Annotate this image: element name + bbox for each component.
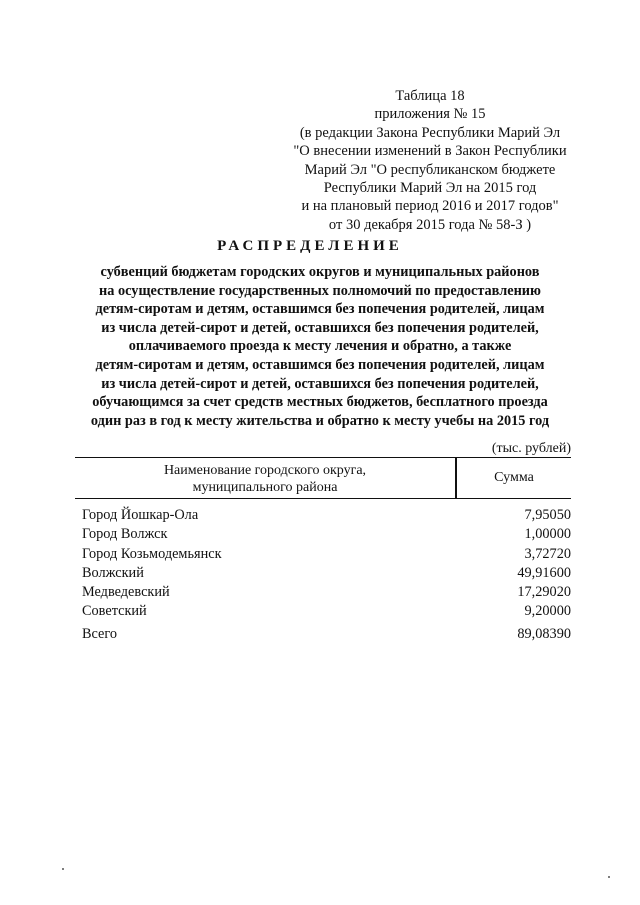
header-line: Республики Марий Эл на 2015 год: [323, 180, 537, 197]
row-name: Город Йошкар-Ола: [82, 507, 199, 523]
subtitle-line: оплачиваемого проезда к месту лечения и обратно, а также: [128, 338, 512, 355]
subtitle-line: один раз в год к месту жительства и обратно к месту учебы на 2015 год: [90, 412, 550, 429]
row-name: Город Козьмодемьянск: [82, 545, 222, 562]
table-header: [75, 457, 571, 499]
subtitle-line: детям-сиротам и детям, оставшимся без попечения родителей, лицам: [95, 356, 545, 373]
total-name: Всего: [82, 625, 118, 642]
row-value: 49,91600: [517, 564, 571, 581]
column-header-name-line: муниципального района: [192, 480, 338, 495]
row-name: Медведевский: [82, 584, 170, 601]
column-header-sum: Сумма: [494, 470, 534, 485]
scan-artifact: [62, 868, 64, 870]
row-name: Город Волжск: [82, 526, 168, 543]
header-line: Таблица 18: [395, 88, 465, 104]
header-line: (в редакции Закона Республики Марий Эл: [299, 124, 561, 141]
table-row: [75, 602, 571, 621]
document-title: РАСПРЕДЕЛЕНИЕ: [217, 238, 403, 254]
units-label: (тыс. рублей): [491, 441, 571, 456]
row-value: 17,29020: [517, 584, 571, 601]
table-row: [75, 545, 571, 564]
subtitle-line: из числа детей-сирот и детей, оставшихся без попечения родителей,: [101, 375, 539, 392]
document-subtitle: [62, 263, 578, 430]
table-row: [75, 583, 571, 602]
row-value: 3,72720: [524, 545, 571, 562]
scan-artifact: [608, 876, 610, 878]
table-row: [75, 506, 571, 525]
row-name: Советский: [82, 603, 147, 620]
header-line: и на плановый период 2016 и 2017 годов": [301, 198, 559, 215]
row-value: 1,00000: [524, 526, 571, 543]
subtitle-line: обучающимся за счет средств местных бюджетов, бесплатного проезда: [92, 394, 548, 411]
distribution-table: [75, 457, 571, 644]
appendix-reference-block: [250, 87, 610, 234]
column-header-name-line: Наименование городского округа,: [163, 463, 367, 478]
row-value: 7,95050: [524, 507, 571, 523]
header-line: от 30 декабря 2015 года № 58-З ): [328, 216, 532, 233]
table-row: [75, 564, 571, 583]
table-body: [75, 499, 571, 644]
header-line: приложения № 15: [374, 106, 486, 123]
total-value: 89,08390: [517, 625, 571, 642]
subtitle-line: на осуществление государственных полномочий по предоставлению: [99, 282, 541, 299]
header-line: Марий Эл "О республиканском бюджете: [304, 161, 556, 178]
column-header-name: [75, 458, 455, 498]
table-total-row: [75, 625, 571, 644]
header-line: "О внесении изменений в Закон Республики: [293, 143, 567, 160]
subtitle-line: из числа детей-сирот и детей, оставшихся без попечения родителей,: [101, 319, 539, 336]
row-name: Волжский: [82, 564, 144, 581]
subtitle-line: субвенций бюджетам городских округов и муниципальных районов: [100, 264, 540, 280]
subtitle-line: детям-сиротам и детям, оставшимся без попечения родителей, лицам: [95, 301, 545, 318]
row-value: 9,20000: [524, 603, 571, 620]
table-row: [75, 525, 571, 544]
